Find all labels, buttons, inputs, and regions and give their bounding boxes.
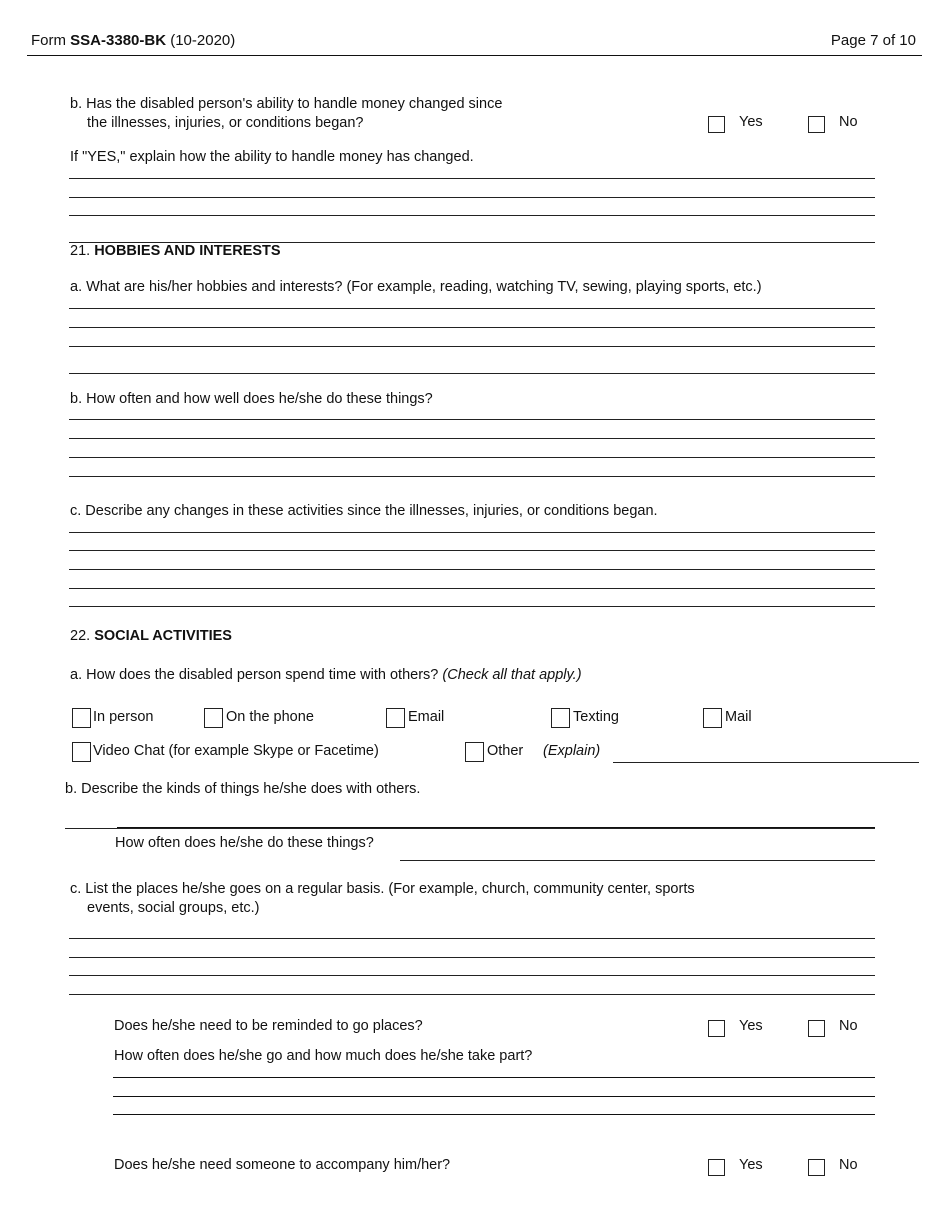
q21b-question: b. How often and how well does he/she do these things? (70, 391, 433, 407)
q20b-question-line2: the illnesses, injuries, or conditions began? (87, 115, 364, 131)
q21c-answer-line[interactable] (69, 550, 875, 551)
q21a-question: a. What are his/her hobbies and interests? (For example, reading, watching TV, sewing, playing sports, etc.) (70, 279, 762, 295)
in-person-label: In person (93, 709, 154, 725)
other-explain-line[interactable] (613, 762, 919, 763)
section-21-heading (70, 243, 281, 259)
q20b-question-line1: b. Has the disabled person's ability to handle money changed since (70, 96, 503, 112)
explain-label: (Explain) (543, 743, 601, 759)
other-label: Other (487, 743, 524, 759)
accompany-no-label: No (839, 1157, 858, 1173)
mail-checkbox[interactable] (703, 708, 722, 728)
page-number: Page 7 of 10 (830, 32, 916, 49)
q22c-question-line1: c. List the places he/she goes on a regular basis. (For example, church, community center, sports (70, 881, 695, 897)
reminded-yes-checkbox[interactable] (708, 1020, 725, 1037)
q22b-answer-line[interactable] (65, 828, 875, 829)
reminded-no-label: No (839, 1018, 858, 1034)
reminded-question: Does he/she need to be reminded to go places? (114, 1018, 423, 1034)
form-id (31, 32, 235, 49)
participation-answer-line[interactable] (113, 1077, 875, 1078)
q22b-question: b. Describe the kinds of things he/she does with others. (65, 781, 421, 797)
participation-answer-line[interactable] (113, 1114, 875, 1115)
q21c-answer-line[interactable] (69, 606, 875, 607)
form-prefix: Form (31, 32, 66, 49)
q21c-answer-line[interactable] (69, 532, 875, 533)
q21b-answer-line[interactable] (69, 438, 875, 439)
q21b-answer-line[interactable] (69, 419, 875, 420)
video-chat-checkbox[interactable] (72, 742, 91, 762)
q20b-yes-checkbox[interactable] (708, 116, 725, 133)
email-checkbox[interactable] (386, 708, 405, 728)
texting-checkbox[interactable] (551, 708, 570, 728)
mail-label: Mail (725, 709, 752, 725)
q20b-no-label: No (839, 114, 858, 130)
header-rule (27, 55, 922, 56)
q21a-answer-line[interactable] (69, 373, 875, 374)
other-checkbox[interactable] (465, 742, 484, 762)
participation-answer-line[interactable] (113, 1096, 875, 1097)
q21b-answer-line[interactable] (69, 476, 875, 477)
q22b-how-often-line[interactable] (400, 860, 875, 861)
q22c-answer-line[interactable] (69, 957, 875, 958)
q22c-answer-line[interactable] (69, 938, 875, 939)
q22b-answer-line-overlay (117, 827, 875, 828)
email-label: Email (408, 709, 445, 725)
q21c-answer-line[interactable] (69, 588, 875, 589)
texting-label: Texting (573, 709, 619, 725)
reminded-yes-label: Yes (739, 1018, 763, 1034)
q22a-text: a. How does the disabled person spend time with others? (70, 667, 439, 683)
q22c-question-line2: events, social groups, etc.) (87, 900, 260, 916)
q20b-answer-line[interactable] (69, 215, 875, 216)
accompany-yes-label: Yes (739, 1157, 763, 1173)
form-number: SSA-3380-BK (70, 32, 167, 49)
video-chat-label: Video Chat (for example Skype or Facetime) (93, 743, 379, 759)
q20b-answer-line[interactable] (69, 178, 875, 179)
q20b-explain-prompt: If "YES," explain how the ability to handle money has changed. (70, 149, 474, 165)
reminded-no-checkbox[interactable] (808, 1020, 825, 1037)
section-21-title: HOBBIES AND INTERESTS (94, 243, 281, 259)
q21c-answer-line[interactable] (69, 569, 875, 570)
section-22-heading (70, 628, 232, 644)
q21b-answer-line[interactable] (69, 457, 875, 458)
q22c-answer-line[interactable] (69, 994, 875, 995)
on-the-phone-checkbox[interactable] (204, 708, 223, 728)
q20b-no-checkbox[interactable] (808, 116, 825, 133)
q22a-note: (Check all that apply.) (442, 667, 582, 683)
accompany-yes-checkbox[interactable] (708, 1159, 725, 1176)
accompany-no-checkbox[interactable] (808, 1159, 825, 1176)
q20b-yes-label: Yes (739, 114, 763, 130)
participation-question: How often does he/she go and how much does he/she take part? (114, 1048, 533, 1064)
section-21-number: 21. (70, 243, 91, 259)
q21a-answer-line[interactable] (69, 346, 875, 347)
q21a-answer-line[interactable] (69, 308, 875, 309)
section-22-title: SOCIAL ACTIVITIES (94, 628, 232, 644)
q21c-question: c. Describe any changes in these activities since the illnesses, injuries, or conditions began. (70, 503, 658, 519)
accompany-question: Does he/she need someone to accompany him/her? (114, 1157, 451, 1173)
q22a-question (70, 667, 582, 683)
on-the-phone-label: On the phone (226, 709, 314, 725)
form-date: (10-2020) (170, 32, 236, 49)
q21a-answer-line[interactable] (69, 327, 875, 328)
q20b-answer-line[interactable] (69, 197, 875, 198)
in-person-checkbox[interactable] (72, 708, 91, 728)
section-22-number: 22. (70, 628, 91, 644)
q22c-answer-line[interactable] (69, 975, 875, 976)
q22b-how-often-prompt: How often does he/she do these things? (115, 835, 374, 851)
